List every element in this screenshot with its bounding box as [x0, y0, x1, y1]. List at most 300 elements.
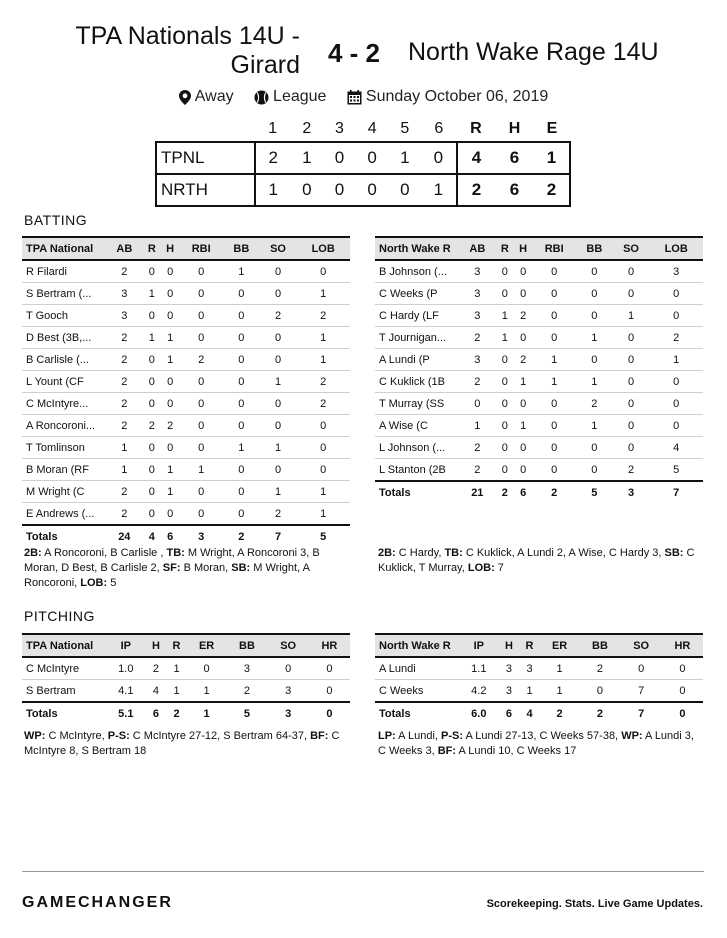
pitching-totals-cell: 0 [309, 702, 350, 724]
batting-stat-cell: 0 [179, 481, 223, 503]
batting-totals-cell: 5 [296, 525, 350, 547]
note-label: BF: [437, 745, 457, 757]
batting-stat-cell: 0 [649, 283, 703, 305]
note-text: C McIntyre 8, S Bertram 18 [24, 730, 340, 757]
batting-stat-cell: 1 [613, 305, 650, 327]
batting-stat-cell: 0 [576, 283, 613, 305]
pitching-stat-cell: 4.2 [459, 680, 499, 703]
pitching-stat-cell: 2 [579, 657, 620, 680]
batting-col-header: H [161, 237, 179, 260]
pitching-totals-cell: 7 [621, 702, 662, 724]
pitching-row [375, 680, 703, 703]
batting-totals-cell: 2 [532, 481, 576, 503]
batting-stat-cell: 1 [106, 459, 143, 481]
batting-stat-cell: 0 [649, 415, 703, 437]
pitching-stat-cell: 1 [540, 680, 580, 703]
batting-stat-cell: 1 [514, 371, 532, 393]
batting-stat-cell: 1 [296, 283, 350, 305]
note-text: M Wright, A Roncoroni 3, B Moran, D Best, B Carlisle 2, [24, 547, 320, 574]
batting-totals-cell: 4 [143, 525, 161, 547]
pitching-team-header: TPA National [22, 634, 106, 657]
linescore-col-header: 2 [302, 120, 312, 137]
linescore-inning-cell: 1 [421, 174, 457, 206]
pitching-col-header: H [499, 634, 520, 657]
batting-stat-cell: 0 [613, 437, 650, 459]
note-label: WP: [621, 730, 643, 742]
batting-stat-cell: 0 [161, 260, 179, 283]
batting-totals-cell: 7 [260, 525, 297, 547]
batting-totals-cell: 3 [179, 525, 223, 547]
batting-stat-cell: 0 [649, 371, 703, 393]
linescore-col-header: R [470, 120, 482, 137]
batting-stat-cell: 0 [514, 327, 532, 349]
batting-col-header: AB [459, 237, 496, 260]
batting-notes-away [378, 546, 704, 576]
batting-stat-cell: 0 [260, 415, 297, 437]
note-label: SB: [664, 547, 684, 559]
batting-totals-cell: 6 [514, 481, 532, 503]
batting-stat-cell: 2 [459, 437, 496, 459]
calendar-icon [347, 90, 362, 105]
batting-stat-cell: 2 [514, 305, 532, 327]
pitching-col-header: R [166, 634, 187, 657]
pitching-stat-cell: 0 [662, 680, 703, 703]
batting-stat-cell: 0 [223, 283, 260, 305]
batting-stat-cell: 2 [514, 349, 532, 371]
batting-player-name: L Johnson (... [375, 437, 459, 459]
batting-stat-cell: 0 [532, 260, 576, 283]
batting-stat-cell: 0 [260, 459, 297, 481]
linescore-inning-cell: 0 [323, 174, 356, 206]
batting-stat-cell: 1 [459, 415, 496, 437]
batting-col-header: BB [576, 237, 613, 260]
batting-col-header: SO [260, 237, 297, 260]
pitching-stat-cell: 0 [621, 657, 662, 680]
batting-col-header: RBI [179, 237, 223, 260]
date-info [347, 88, 548, 106]
batting-stat-cell: 3 [459, 305, 496, 327]
batting-stat-cell: 0 [576, 260, 613, 283]
batting-player-name: C Weeks (P [375, 283, 459, 305]
batting-player-name: E Andrews (... [22, 503, 106, 526]
batting-row [375, 371, 703, 393]
batting-stat-cell: 0 [649, 305, 703, 327]
linescore-row [156, 174, 570, 206]
pitching-col-header: IP [459, 634, 499, 657]
linescore-row [156, 142, 570, 174]
batting-stat-cell: 2 [576, 393, 613, 415]
batting-stat-cell: 0 [179, 260, 223, 283]
batting-stat-cell: 2 [459, 371, 496, 393]
batting-stat-cell: 2 [106, 481, 143, 503]
batting-notes-home [24, 546, 354, 591]
batting-stat-cell: 0 [496, 283, 514, 305]
note-label: WP: [24, 730, 46, 742]
batting-table-away [375, 236, 703, 503]
batting-stat-cell: 2 [106, 393, 143, 415]
batting-stat-cell: 0 [613, 260, 650, 283]
batting-stat-cell: 1 [296, 481, 350, 503]
pitching-stat-cell: 0 [309, 657, 350, 680]
linescore-inning-cell: 1 [255, 174, 291, 206]
batting-section-title: BATTING [24, 212, 88, 228]
batting-stat-cell: 0 [161, 371, 179, 393]
pitching-table-home [22, 633, 350, 724]
batting-player-name: T Gooch [22, 305, 106, 327]
final-score: 4 - 2 [327, 38, 381, 68]
batting-stat-cell: 0 [296, 415, 350, 437]
pitching-stat-cell: 2 [146, 657, 167, 680]
batting-stat-cell: 0 [532, 393, 576, 415]
batting-stat-cell: 0 [514, 260, 532, 283]
note-text: M Wright, A Roncoroni, [24, 562, 310, 589]
note-text: C Kuklick, A Lundi 2, A Wise, C Hardy 3, [462, 547, 665, 559]
note-label: LOB: [80, 577, 108, 589]
linescore-errors: 2 [534, 174, 570, 206]
pitching-col-header: SO [621, 634, 662, 657]
pitching-totals-cell: 2 [166, 702, 187, 724]
pitching-row [22, 680, 350, 703]
batting-stat-cell: 0 [496, 349, 514, 371]
linescore-inning-cell: 0 [356, 174, 389, 206]
batting-stat-cell: 3 [459, 349, 496, 371]
batting-row [375, 437, 703, 459]
pitching-stat-cell: 0 [309, 680, 350, 703]
batting-stat-cell: 2 [459, 459, 496, 482]
linescore-body [156, 142, 570, 206]
batting-player-name: S Bertram (... [22, 283, 106, 305]
batting-stat-cell: 1 [143, 327, 161, 349]
batting-row [22, 371, 350, 393]
batting-stat-cell: 2 [649, 327, 703, 349]
batting-stat-cell: 0 [143, 503, 161, 526]
pitching-stat-cell: 0 [579, 680, 620, 703]
batting-stat-cell: 1 [161, 349, 179, 371]
note-label: LP: [378, 730, 396, 742]
batting-stat-cell: 2 [106, 415, 143, 437]
batting-col-header: H [514, 237, 532, 260]
batting-stat-cell: 0 [223, 503, 260, 526]
batting-stat-cell: 0 [496, 459, 514, 482]
batting-stat-cell: 1 [161, 327, 179, 349]
linescore-inning-cell: 2 [255, 142, 291, 174]
batting-player-name: L Stanton (2B [375, 459, 459, 482]
linescore-inning-cell: 1 [291, 142, 324, 174]
note-label: SF: [162, 562, 181, 574]
pitching-section-title: PITCHING [24, 608, 95, 624]
batting-stat-cell: 0 [532, 283, 576, 305]
pitching-stat-cell: 7 [621, 680, 662, 703]
pitching-stat-cell: 3 [226, 657, 267, 680]
note-label: LOB: [467, 562, 495, 574]
batting-stat-cell: 0 [532, 415, 576, 437]
note-text: B Moran, [180, 562, 232, 574]
batting-stat-cell: 1 [576, 327, 613, 349]
batting-stat-cell: 0 [143, 459, 161, 481]
pitching-totals-row [375, 702, 703, 724]
batting-stat-cell: 0 [613, 371, 650, 393]
linescore-runs: 4 [457, 142, 496, 174]
pitching-totals-cell: 6 [499, 702, 520, 724]
batting-totals-cell: 2 [496, 481, 514, 503]
note-label: TB: [444, 547, 463, 559]
batting-stat-cell: 0 [576, 459, 613, 482]
batting-col-header: R [143, 237, 161, 260]
batting-stat-cell: 3 [106, 305, 143, 327]
linescore-header [156, 117, 570, 142]
batting-stat-cell: 0 [143, 481, 161, 503]
batting-stat-cell: 0 [179, 283, 223, 305]
gamechanger-logo: GAMECHANGER [22, 894, 173, 911]
batting-stat-cell: 1 [576, 371, 613, 393]
pitching-notes-away [378, 729, 704, 759]
batting-stat-cell: 0 [161, 503, 179, 526]
batting-stat-cell: 0 [514, 393, 532, 415]
batting-player-name: A Lundi (P [375, 349, 459, 371]
batting-stat-cell: 2 [459, 327, 496, 349]
batting-stat-cell: 1 [296, 503, 350, 526]
batting-totals-cell: 21 [459, 481, 496, 503]
batting-player-name: D Best (3B,... [22, 327, 106, 349]
pitching-table-away [375, 633, 703, 724]
batting-row [375, 327, 703, 349]
batting-totals-label: Totals [22, 525, 106, 547]
linescore-inning-cell: 0 [291, 174, 324, 206]
batting-stat-cell: 3 [459, 283, 496, 305]
batting-stat-cell: 0 [532, 437, 576, 459]
batting-stat-cell: 1 [532, 371, 576, 393]
batting-table-home [22, 236, 350, 547]
linescore-col-header: 1 [268, 120, 278, 137]
footer-divider [22, 871, 704, 872]
batting-stat-cell: 0 [179, 503, 223, 526]
batting-stat-cell: 2 [296, 371, 350, 393]
batting-player-name: A Roncoroni... [22, 415, 106, 437]
batting-stat-cell: 0 [514, 283, 532, 305]
batting-stat-cell: 1 [576, 415, 613, 437]
batting-stat-cell: 1 [179, 459, 223, 481]
batting-stat-cell: 3 [459, 260, 496, 283]
batting-header-row [22, 237, 350, 260]
note-label: 2B: [378, 547, 396, 559]
linescore-team-header [156, 117, 255, 142]
date-text: Sunday October 06, 2019 [365, 88, 549, 105]
batting-row [22, 415, 350, 437]
note-label: 2B: [24, 547, 42, 559]
linescore-runs: 2 [457, 174, 496, 206]
batting-totals-row [375, 481, 703, 503]
batting-header-row [375, 237, 703, 260]
batting-stat-cell: 0 [260, 349, 297, 371]
game-type-text: League [273, 88, 327, 105]
note-text: C McIntyre 27-12, S Bertram 64-37, [129, 730, 311, 742]
pitching-totals-cell: 6 [146, 702, 167, 724]
batting-stat-cell: 5 [649, 459, 703, 482]
batting-player-name: C Hardy (LF [375, 305, 459, 327]
batting-stat-cell: 2 [106, 503, 143, 526]
note-label: BF: [310, 730, 329, 742]
batting-stat-cell: 0 [613, 327, 650, 349]
pitching-stat-cell: 0 [268, 657, 309, 680]
pitching-stat-cell: 1.0 [106, 657, 146, 680]
linescore-errors: 1 [534, 142, 570, 174]
batting-row [22, 503, 350, 526]
batting-stat-cell: 2 [106, 327, 143, 349]
pitching-totals-row [22, 702, 350, 724]
batting-stat-cell: 0 [179, 327, 223, 349]
batting-stat-cell: 0 [143, 437, 161, 459]
note-text: C Hardy, [395, 547, 445, 559]
batting-stat-cell: 1 [223, 260, 260, 283]
linescore-inning-cell: 1 [388, 142, 421, 174]
note-label: P-S: [107, 730, 130, 742]
batting-stat-cell: 0 [161, 283, 179, 305]
batting-stat-cell: 0 [296, 260, 350, 283]
batting-totals-cell: 2 [223, 525, 260, 547]
batting-stat-cell: 0 [496, 415, 514, 437]
pitching-stat-cell: 1 [540, 657, 580, 680]
note-text: A Lundi 27-13, C Weeks 57-38, [463, 730, 622, 742]
note-text: C McIntyre, [45, 730, 108, 742]
batting-stat-cell: 2 [296, 305, 350, 327]
batting-stat-cell: 0 [223, 415, 260, 437]
pitching-stat-cell: 1 [166, 680, 187, 703]
pitching-player-name: C McIntyre [22, 657, 106, 680]
pitching-notes-home [24, 729, 354, 759]
batting-stat-cell: 0 [260, 260, 297, 283]
batting-stat-cell: 0 [514, 437, 532, 459]
pitching-stat-cell: 1 [519, 680, 540, 703]
pitching-col-header: BB [226, 634, 267, 657]
pitching-col-header: HR [662, 634, 703, 657]
pitching-totals-cell: 3 [268, 702, 309, 724]
pitching-stat-cell: 3 [499, 680, 520, 703]
note-text: 5 [107, 577, 117, 589]
pitching-totals-cell: 5.1 [106, 702, 146, 724]
pitching-player-name: A Lundi [375, 657, 459, 680]
batting-stat-cell: 1 [260, 371, 297, 393]
batting-stat-cell: 3 [649, 260, 703, 283]
batting-stat-cell: 1 [106, 437, 143, 459]
batting-player-name: L Yount (CF [22, 371, 106, 393]
batting-stat-cell: 0 [161, 305, 179, 327]
batting-row [375, 283, 703, 305]
pitching-totals-cell: 6.0 [459, 702, 499, 724]
batting-stat-cell: 0 [223, 327, 260, 349]
batting-stat-cell: 0 [260, 393, 297, 415]
batting-stat-cell: 0 [143, 371, 161, 393]
pitching-totals-cell: 0 [662, 702, 703, 724]
linescore-inning-cell: 0 [323, 142, 356, 174]
pitching-stat-cell: 4.1 [106, 680, 146, 703]
batting-row [375, 305, 703, 327]
batting-stat-cell: 1 [223, 437, 260, 459]
batting-col-header: R [496, 237, 514, 260]
batting-stat-cell: 0 [179, 371, 223, 393]
pitching-row [22, 657, 350, 680]
linescore-table [155, 117, 571, 207]
linescore-col-header: 4 [367, 120, 377, 137]
linescore-inning-cell: 0 [421, 142, 457, 174]
pitching-totals-cell: 2 [540, 702, 580, 724]
batting-stat-cell: 0 [496, 371, 514, 393]
batting-stat-cell: 1 [296, 349, 350, 371]
note-text: A Lundi, [395, 730, 441, 742]
pitching-col-header: H [146, 634, 167, 657]
away-team-name: North Wake Rage 14U [408, 38, 659, 66]
batting-stat-cell: 0 [613, 393, 650, 415]
batting-stat-cell: 0 [161, 393, 179, 415]
pitching-totals-cell: 4 [519, 702, 540, 724]
batting-stat-cell: 2 [106, 349, 143, 371]
pitching-col-header: ER [540, 634, 580, 657]
linescore-col-header: 5 [400, 120, 410, 137]
pitching-header-row [22, 634, 350, 657]
linescore-hits: 6 [495, 142, 534, 174]
batting-totals-cell: 5 [576, 481, 613, 503]
linescore-col-header: 3 [335, 120, 344, 137]
batting-stat-cell: 0 [143, 305, 161, 327]
batting-stat-cell: 0 [532, 327, 576, 349]
batting-stat-cell: 0 [613, 415, 650, 437]
pitching-stat-cell: 3 [499, 657, 520, 680]
game-type-info [254, 88, 326, 106]
linescore-hits: 6 [495, 174, 534, 206]
linescore-col-header: H [508, 120, 521, 137]
note-label: P-S: [441, 730, 463, 742]
pitching-player-name: C Weeks [375, 680, 459, 703]
batting-row [22, 305, 350, 327]
batting-player-name: T Tomlinson [22, 437, 106, 459]
linescore-team: TPNL [156, 142, 255, 174]
pitching-col-header: SO [268, 634, 309, 657]
pitching-row [375, 657, 703, 680]
batting-stat-cell: 2 [143, 415, 161, 437]
batting-row [375, 393, 703, 415]
batting-stat-cell: 1 [649, 349, 703, 371]
batting-totals-cell: 6 [161, 525, 179, 547]
note-label: TB: [166, 547, 185, 559]
batting-stat-cell: 0 [613, 349, 650, 371]
location-text: Away [194, 88, 234, 105]
batting-stat-cell: 1 [496, 305, 514, 327]
pitching-col-header: HR [309, 634, 350, 657]
batting-stat-cell: 1 [161, 481, 179, 503]
batting-row [22, 393, 350, 415]
batting-stat-cell: 1 [296, 327, 350, 349]
batting-row [375, 349, 703, 371]
pitching-header-row [375, 634, 703, 657]
batting-stat-cell: 0 [223, 481, 260, 503]
pitching-stat-cell: 1 [166, 657, 187, 680]
batting-col-header: RBI [532, 237, 576, 260]
pitching-player-name: S Bertram [22, 680, 106, 703]
batting-stat-cell: 0 [496, 393, 514, 415]
batting-stat-cell: 1 [260, 481, 297, 503]
batting-row [22, 437, 350, 459]
linescore-col-header: 6 [434, 120, 444, 137]
game-meta [0, 88, 727, 110]
pitching-stat-cell: 0 [662, 657, 703, 680]
batting-player-name: C Kuklick (1B [375, 371, 459, 393]
batting-stat-cell: 0 [496, 260, 514, 283]
pitching-stat-cell: 3 [519, 657, 540, 680]
batting-row [22, 349, 350, 371]
batting-totals-cell: 24 [106, 525, 143, 547]
pitching-col-header: ER [187, 634, 227, 657]
pitching-totals-cell: 1 [187, 702, 227, 724]
batting-stat-cell: 2 [260, 503, 297, 526]
